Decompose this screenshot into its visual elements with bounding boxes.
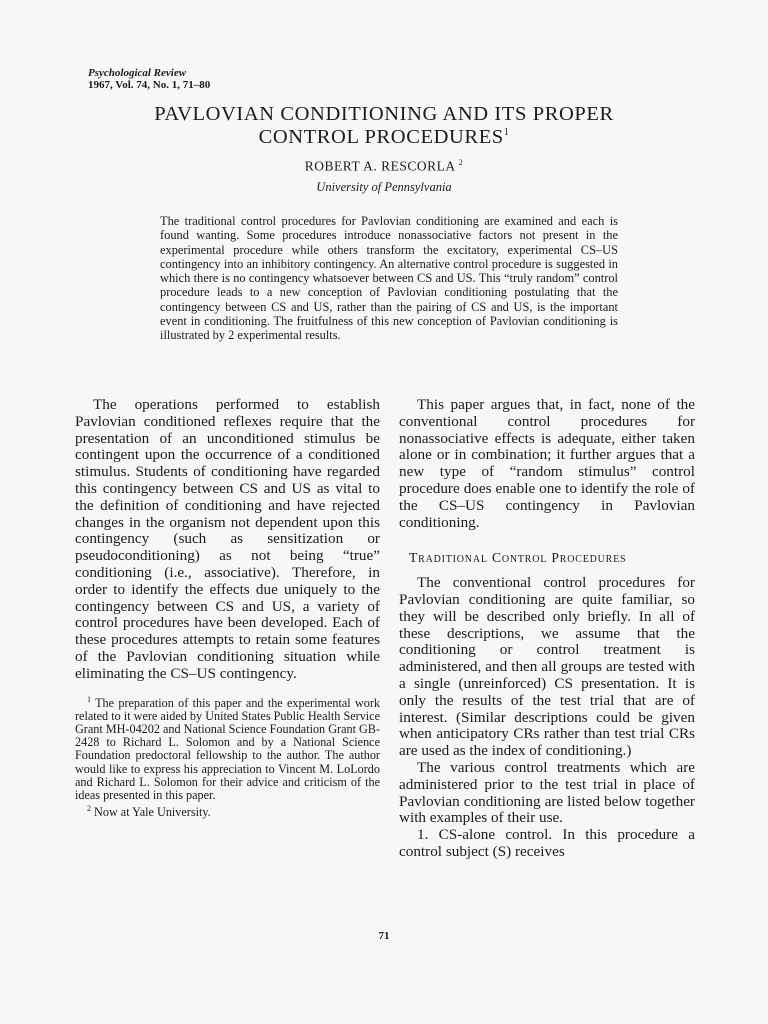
right-column bbox=[399, 397, 695, 861]
article-title bbox=[0, 103, 768, 149]
author-line bbox=[0, 158, 768, 175]
footnote-2-mark: 2 bbox=[87, 804, 91, 814]
footnote-2 bbox=[75, 802, 380, 819]
right-paragraph-2: The conventional control procedures for Pavlovian conditioning are quite familiar, so they will be described only briefly. In all of these descriptions, we assume that the conditioning or control treatment is administered, and then all groups are tested with a single (unreinforced) CS presentation. It is only the results of the test trial that are of interest. (Similar descriptions could be given when anticipatory CRs rather than test trial CRs are used as the index of conditioning.) bbox=[399, 574, 695, 760]
footnote-1-text: The preparation of this paper and the experimental work related to it were aided by United States Public Health Service Grant MH-04202 and National Science Foundation Grant GB-2428 to Richard L. Solomon and by a National Science Foundation predoctoral fellowship to the author. The author would like to express his appreciation to Vincent M. LoLordo and Richard L. Solomon for their advice and criticism of the ideas presented in this paper. bbox=[75, 695, 380, 803]
journal-header bbox=[88, 67, 210, 91]
author-footnote-mark: 2 bbox=[458, 158, 464, 167]
author-affiliation: University of Pennsylvania bbox=[316, 180, 452, 194]
author-name: ROBERT A. RESCORLA bbox=[304, 158, 455, 174]
title-footnote-mark: 1 bbox=[503, 127, 510, 139]
page-number: 71 bbox=[378, 930, 390, 942]
right-paragraph-4: 1. CS-alone control. In this procedure a control subject (S) receives bbox=[399, 826, 695, 860]
left-column bbox=[75, 397, 380, 820]
footnotes bbox=[75, 693, 380, 820]
title-line-2 bbox=[0, 126, 768, 149]
journal-name: Psychological Review bbox=[88, 67, 187, 79]
footnote-1-mark: 1 bbox=[87, 694, 91, 704]
left-paragraph-1: The operations performed to establish Pavlovian conditioned reflexes require that the presentation of an unconditioned stimulus be contingent upon the occurrence of a conditioned stimulus. Students of conditioning have regarded this contingency between CS and US as vital to the definition of conditioning and have rejected changes in the organism not dependent upon this contingency (such as sensitization or pseudoconditioning) as not being “true” conditioning (i.e., associative). Therefore, in order to identify the effects due uniquely to the contingency between CS and US, a variety of control procedures have been developed. Each of these procedures attempts to retain some features of the Pavlovian conditioning situation while eliminating the CS–US contingency. bbox=[75, 396, 380, 682]
right-paragraph-3: The various control treatments which are administered prior to the test trial in place of Pavlovian conditioning are listed below together with examples of their use. bbox=[399, 758, 695, 827]
right-paragraph-1: This paper argues that, in fact, none of the conventional control procedures for nonassociative effects is adequate, either taken alone or in combination; it further argues that a new type of “random stimulus” control procedure does enable one to identify the role of the CS–US contingency in Pavlovian conditioning. bbox=[399, 396, 695, 531]
title-line-2-text: CONTROL PROCEDURES bbox=[258, 126, 504, 148]
footnote-2-text: Now at Yale University. bbox=[94, 805, 211, 820]
title-line-1: PAVLOVIAN CONDITIONING AND ITS PROPER bbox=[154, 103, 614, 125]
footnote-1 bbox=[75, 693, 380, 803]
journal-citation: 1967, Vol. 74, No. 1, 71–80 bbox=[88, 79, 211, 91]
abstract: The traditional control procedures for Pavlovian conditioning are examined and each is found wanting. Some procedures introduce nonassociative factors not present in the experimental procedure while others transform the excitatory, experimental CS–US contingency into an inhibitory contingency. An alternative control procedure is suggested in which there is no contingency whatsoever between CS and US. This “truly random” control procedure leads to a new conception of Pavlovian conditioning postulating that the contingency between CS and US, rather than the pairing of CS and US, is the important event in conditioning. The fruitfulness of this new conception of Pavlovian conditioning is illustrated by 2 experimental results. bbox=[160, 214, 618, 343]
section-heading: Traditional Control Procedures bbox=[409, 550, 627, 566]
